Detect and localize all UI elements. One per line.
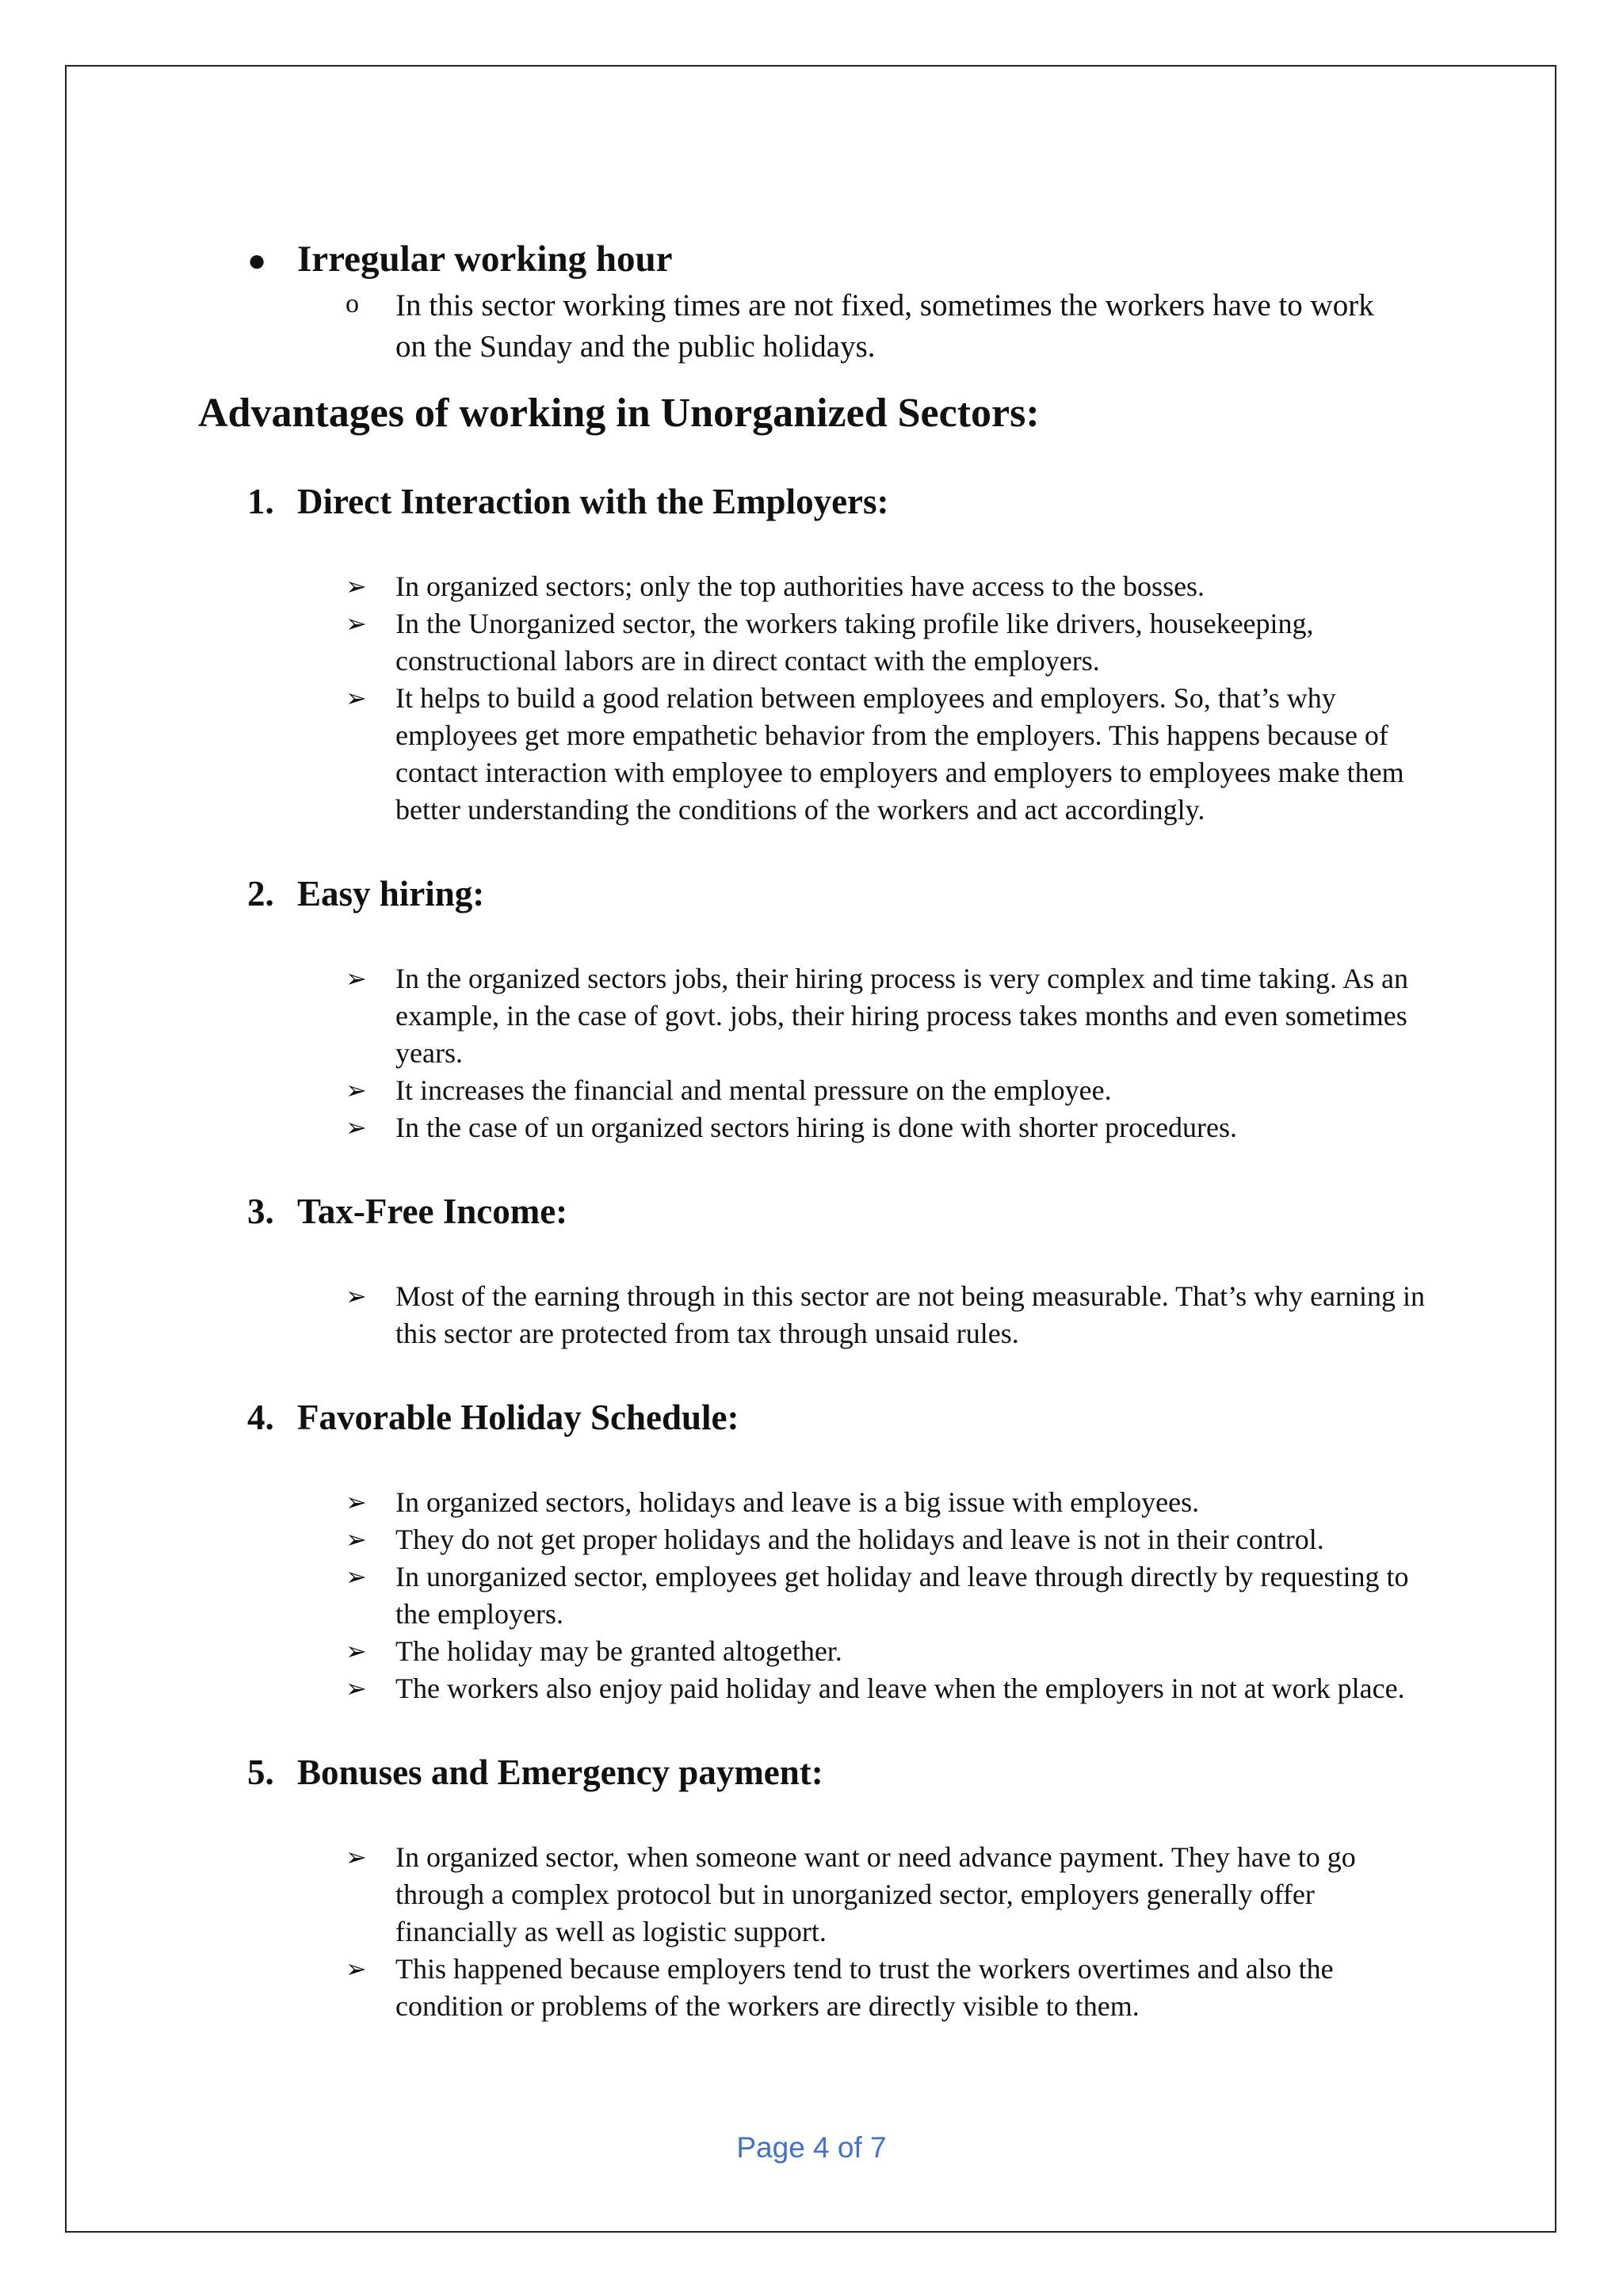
- heading-number: 4.: [247, 1398, 274, 1437]
- top-bullet-sub-item: [346, 285, 1450, 368]
- bullet-circle-icon: o: [346, 289, 359, 318]
- arrow-bullet-icon: ➢: [346, 1113, 367, 1142]
- arrow-bullet-icon: ➢: [346, 1282, 367, 1310]
- heading-text: Tax-Free Income:: [297, 1192, 568, 1231]
- list-item: ➢ In organized sectors; only the top authorities have access to the bosses.: [346, 568, 1439, 605]
- arrow-bullet-icon: ➢: [346, 1076, 367, 1104]
- top-bullet-sub-text: In this sector working times are not fixed, sometimes the workers have to work on the Sunday and the public holidays.: [395, 288, 1374, 364]
- list-item: ➢ It increases the financial and mental pressure on the employee.: [346, 1072, 1439, 1109]
- list-item: ➢ In the organized sectors jobs, their hiring process is very complex and time taking. As an example, in the case of govt. jobs, their hiring process takes months and even sometimes years.: [346, 960, 1439, 1072]
- heading-number: 2.: [247, 874, 274, 913]
- list-4: [346, 1484, 1439, 1707]
- heading-number: 5.: [247, 1753, 274, 1792]
- list-item: ➢ This happened because employers tend to trust the workers overtimes and also the condition or problems of the workers are directly visible to them.: [346, 1951, 1439, 2025]
- list-item: ➢ They do not get proper holidays and the holidays and leave is not in their control.: [346, 1521, 1439, 1558]
- list-item: ➢ In unorganized sector, employees get holiday and leave through directly by requesting to the employers.: [346, 1558, 1439, 1633]
- section-title: Advantages of working in Unorganized Sectors:: [198, 391, 1040, 436]
- list-5: [346, 1839, 1439, 2025]
- heading-text: Favorable Holiday Schedule:: [297, 1398, 739, 1437]
- heading-1: [247, 481, 1450, 522]
- arrow-bullet-icon: ➢: [346, 1637, 367, 1665]
- list-item: ➢ In the Unorganized sector, the workers taking profile like drivers, housekeeping, constructional labors are in direct contact with the employers.: [346, 605, 1439, 680]
- list-item: ➢ In organized sectors, holidays and leave is a big issue with employees.: [346, 1484, 1439, 1521]
- list-item: ➢ In organized sector, when someone want or need advance payment. They have to go through a complex protocol but in unorganized sector, employers generally offer financially as well as logistic support.: [346, 1839, 1439, 1951]
- bullet-disc-icon: ●: [247, 242, 267, 278]
- list-item: ➢ In the case of un organized sectors hiring is done with shorter procedures.: [346, 1109, 1439, 1146]
- arrow-bullet-icon: ➢: [346, 1674, 367, 1703]
- heading-3: [247, 1191, 1450, 1232]
- list-item: ➢ Most of the earning through in this sector are not being measurable. That’s why earning in this sector are protected from tax through unsaid rules.: [346, 1278, 1439, 1352]
- list-3: [346, 1278, 1439, 1352]
- heading-2: [247, 873, 1450, 914]
- heading-number: 1.: [247, 482, 274, 521]
- list-item: ➢ It helps to build a good relation between employees and employers. So, that’s why employees get more empathetic behavior from the employers. This happens because of contact interaction with employee to employers and employers to employees make them better understanding the conditions of the workers and act accordingly.: [346, 680, 1439, 829]
- list-1: [346, 568, 1439, 829]
- top-bullet-title: Irregular working hour: [297, 238, 673, 280]
- heading-4: [247, 1397, 1450, 1438]
- top-bullet: [247, 238, 1450, 280]
- heading-text: Direct Interaction with the Employers:: [297, 482, 889, 521]
- document-content: [198, 238, 1450, 2025]
- heading-5: [247, 1752, 1450, 1793]
- arrow-bullet-icon: ➢: [346, 1955, 367, 1983]
- arrow-bullet-icon: ➢: [346, 572, 367, 601]
- heading-text: Bonuses and Emergency payment:: [297, 1753, 823, 1792]
- arrow-bullet-icon: ➢: [346, 684, 367, 712]
- arrow-bullet-icon: ➢: [346, 964, 367, 993]
- arrow-bullet-icon: ➢: [346, 1488, 367, 1516]
- list-item: ➢ The holiday may be granted altogether.: [346, 1633, 1439, 1670]
- arrow-bullet-icon: ➢: [346, 609, 367, 638]
- list-2: [346, 960, 1439, 1146]
- arrow-bullet-icon: ➢: [346, 1562, 367, 1591]
- heading-number: 3.: [247, 1192, 274, 1231]
- arrow-bullet-icon: ➢: [346, 1525, 367, 1554]
- list-item: ➢ The workers also enjoy paid holiday and leave when the employers in not at work place.: [346, 1670, 1439, 1707]
- arrow-bullet-icon: ➢: [346, 1843, 367, 1871]
- heading-text: Easy hiring:: [297, 874, 485, 913]
- page-number-footer: Page 4 of 7: [736, 2131, 887, 2164]
